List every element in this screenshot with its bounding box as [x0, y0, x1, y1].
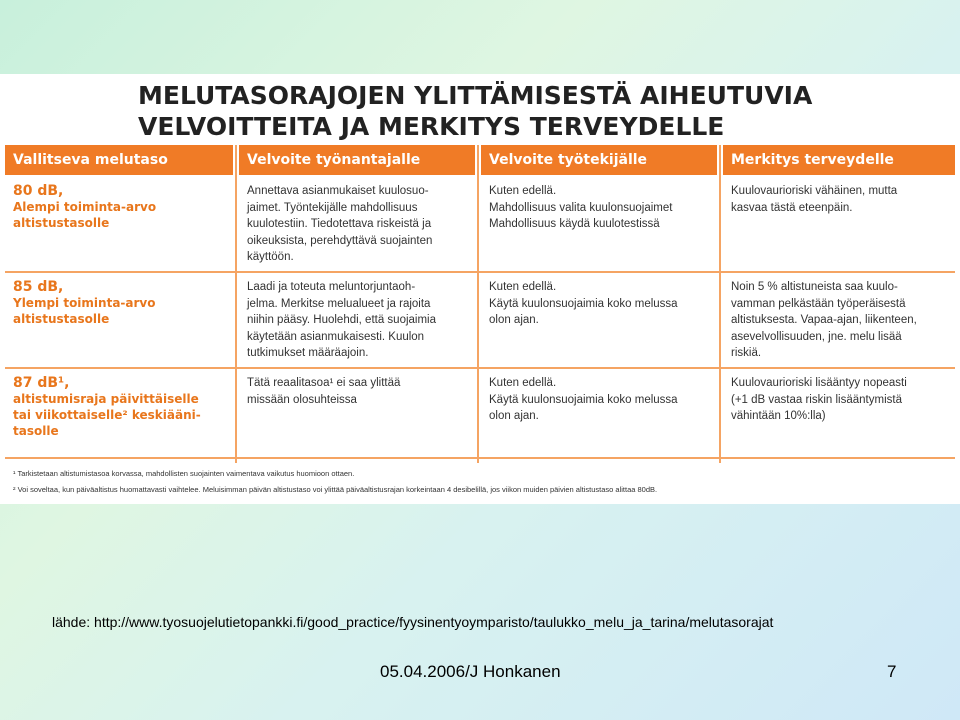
table-row-3-level: 87 dB¹, altistumisraja päivittäiselle tai viikottaiselle² keskiääni- tasolle	[13, 375, 201, 438]
table-image	[0, 74, 960, 504]
noise-table	[5, 145, 955, 463]
table-row-1-employer: Annettava asianmukaiset kuulosuo- jaimet. Työntekijälle mahdollisuus kuulotestiin. Tiedotettava riskeistä ja oikeuksista, perehdyttävä suojainten käyttöön.	[247, 185, 433, 263]
row-divider	[5, 367, 955, 369]
footnote-1: ¹ Tarkistetaan altistumistasoa korvassa, mahdollisten suojainten vaimentava vaikutus huomioon ottaen.	[13, 469, 355, 478]
table-row-3-health: Kuulovaurioriski lisääntyy nopeasti (+1 dB vastaa riskin lisääntymistä vähintään 10%:lla)	[731, 377, 907, 422]
table-row-1-employee: Kuten edellä. Mahdollisuus valita kuulonsuojaimet Mahdollisuus käydä kuulotestissä	[489, 185, 673, 230]
table-row-3-employer: Tätä reaalitasoa¹ ei saa ylittää missään olosuhteissa	[247, 377, 401, 406]
table-row-1-level: 80 dB, Alempi toiminta-arvo altistustasolle	[13, 183, 157, 230]
footer-date-author: 05.04.2006/J Honkanen	[380, 662, 561, 681]
column-divider	[719, 145, 721, 463]
source-link[interactable]: lähde: http://www.tyosuojelutietopankki.fi/good_practice/fyysinentyoymparisto/taulukko_melu_ja_tarina/melutasorajat	[52, 614, 774, 630]
header-employer: Velvoite työnantajalle	[239, 145, 475, 175]
header-employee: Velvoite työtekijälle	[481, 145, 717, 175]
row-divider	[5, 271, 955, 273]
row-divider	[5, 457, 955, 459]
table-row-2-employer: Laadi ja toteuta meluntorjuntaoh- jelma. Merkitse melualueet ja rajoita niihin pääsy. Huolehdi, että suojaimia käytetään asianmukaisesti. Kuulon tutkimukset määräajoin.	[247, 281, 437, 359]
footnote-2: ² Voi soveltaa, kun päiväaltistus huomattavasti vaihtelee. Meluisimman päivän altistustaso voi ylittää päiväaltistusrajan korkeintaan 4 desibelillä, jos viikon muiden päivien altistustaso alittaa 80dB.	[13, 485, 658, 494]
table-row-3-employee: Kuten edellä. Käytä kuulonsuojaimia koko melussa olon ajan.	[489, 377, 678, 422]
header-health: Merkitys terveydelle	[723, 145, 955, 175]
title-line-1: MELUTASORAJOJEN YLITTÄMISESTÄ AIHEUTUVIA	[138, 81, 813, 110]
column-divider	[235, 145, 237, 463]
table-row-2-health: Noin 5 % altistuneista saa kuulo- vamman pelkästään työperäisestä altistuksesta. Vapaa-ajan, liikenteen, asevelvollisuuden, jne. melu lisää riskiä.	[731, 281, 917, 359]
title-line-2: VELVOITTEITA JA MERKITYS TERVEYDELLE	[138, 112, 725, 141]
page-number: 7	[887, 662, 897, 681]
table-row-2-level: 85 dB, Ylempi toiminta-arvo altistustasolle	[13, 279, 156, 326]
header-level: Vallitseva melutaso	[5, 145, 233, 175]
table-title	[138, 80, 898, 142]
table-row-1-health: Kuulovaurioriski vähäinen, mutta kasvaa tästä eteenpäin.	[731, 185, 898, 214]
table-row-2-employee: Kuten edellä. Käytä kuulonsuojaimia koko melussa olon ajan.	[489, 281, 678, 326]
column-divider	[477, 145, 479, 463]
